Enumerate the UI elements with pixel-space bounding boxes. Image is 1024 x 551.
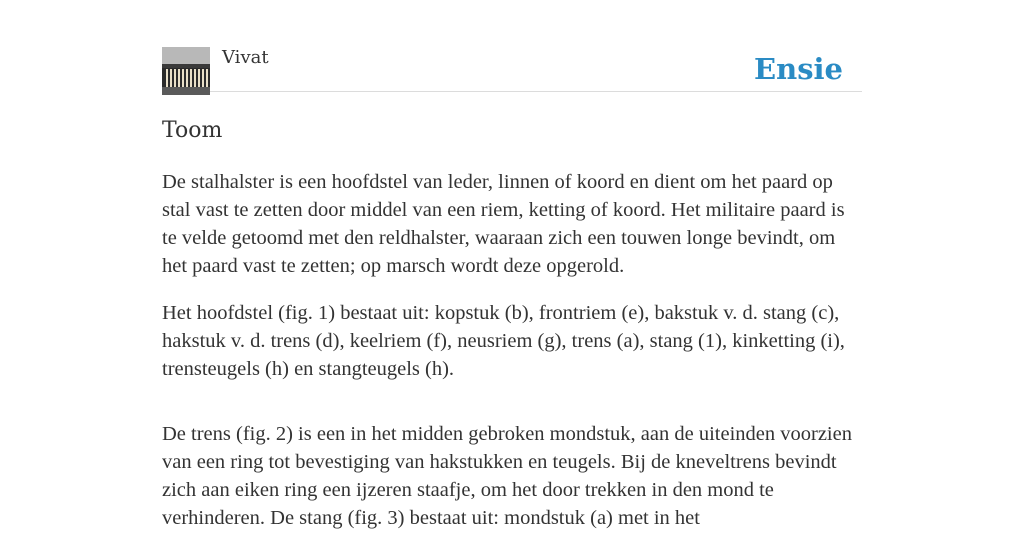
article-body [162,168,862,551]
author-avatar[interactable] [162,47,210,95]
article-title: Toom [162,118,223,143]
author-name[interactable]: Vivat [222,47,269,68]
header [162,47,862,92]
brand-logo[interactable]: Ensie [754,52,843,86]
paragraph: De trens (fig. 2) is een in het midden gebroken mondstuk, aan de uiteinden voorzien van een ring tot bevestiging van hakstukken en teugels. Bij de kneveltrens bevindt zich aan eiken ring een ijzeren staafje, om het door trekken in den mond te verhinderen. De stang (fig. 3) bestaat uit: mondstuk (a) met in het [162,423,852,529]
paragraph: Het hoofdstel (fig. 1) bestaat uit: kopstuk (b), frontriem (e), bakstuk v. d. stang (c), hakstuk v. d. trens (d), keelriem (f), neusriem (g), trens (a), stang (1), kinketting (i), trensteugels (h) en stangteugels (h). [162,302,845,380]
paragraph: De stalhalster is een hoofdstel van leder, linnen of koord en dient om het paard op stal vast te zetten door middel van een riem, ketting of koord. Het militaire paard is te velde getoomd met den reldhalster, waaraan zich een touwen longe bevindt, om het paard vast te zetten; op marsch wordt deze opgerold. [162,171,845,277]
avatar-image [162,47,210,95]
